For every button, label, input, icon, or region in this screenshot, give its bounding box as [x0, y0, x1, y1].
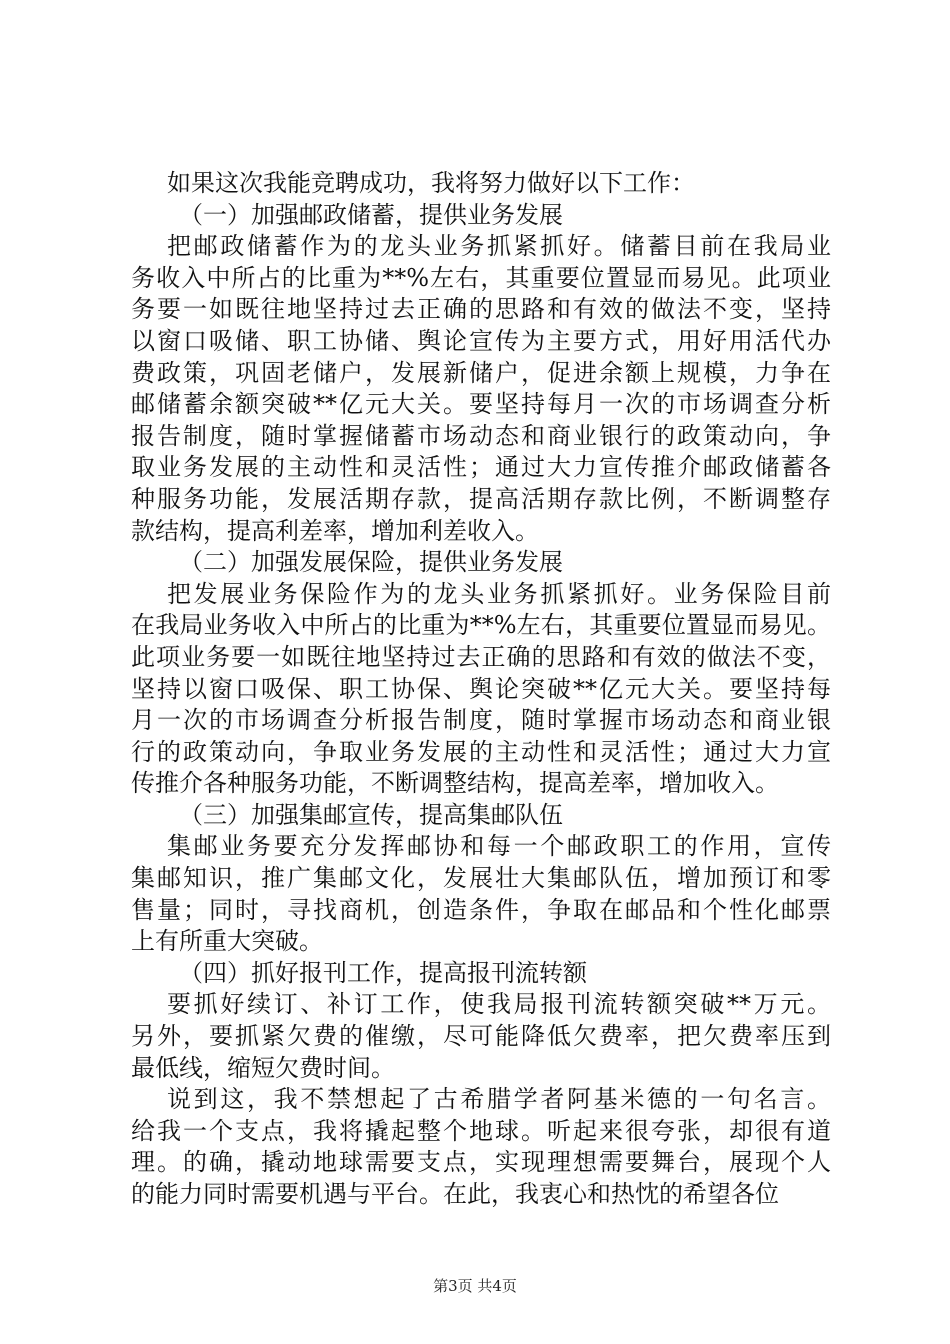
- text-line: 给我一个支点，我将撬起整个地球。听起来很夸张，却很有道: [131, 1116, 831, 1145]
- text-line: 坚持以窗口吸保、职工协保、舆论突破**亿元大关。要坚持每: [131, 674, 831, 703]
- section-heading: [131, 800, 831, 832]
- text-line: 说到这，我不禁想起了古希腊学者阿基米德的一句名言。: [167, 1085, 831, 1114]
- text-line: 月一次的市场调查分析报告制度，随时掌握市场动态和商业银: [131, 706, 831, 735]
- text-line: 的能力同时需要机遇与平台。在此，我衷心和热忱的希望各位: [131, 1180, 779, 1208]
- text-line: 把发展业务保险作为的龙头业务抓紧抓好。业务保险目前: [167, 579, 831, 608]
- text-line: 最低线，缩短欠费时间。: [131, 1053, 395, 1082]
- text-line: 邮储蓄余额突破**亿元大关。要坚持每月一次的市场调查分析: [131, 390, 831, 419]
- text-line: 把邮政储蓄作为的龙头业务抓紧抓好。储蓄目前在我局业: [167, 232, 831, 261]
- text-line: 取业务发展的主动性和灵活性；通过大力宣传推介邮政储蓄各: [131, 453, 831, 482]
- text-line: 务收入中所占的比重为**%左右，其重要位置显而易见。此项业: [131, 263, 831, 292]
- text-line: 售量；同时，寻找商机，创造条件，争取在邮品和个性化邮票: [131, 895, 831, 924]
- text-line: 上有所重大突破。: [131, 927, 323, 956]
- text-line: 款结构，提高利差率，增加利差收入。: [131, 516, 539, 545]
- body-paragraph: [131, 231, 831, 547]
- text-line: （四）抓好报刊工作，提高报刊流转额: [179, 958, 587, 987]
- text-line: 此项业务要一如既往地坚持过去正确的思路和有效的做法不变，: [131, 642, 831, 671]
- text-line: 务要一如既往地坚持过去正确的思路和有效的做法不变，坚持: [131, 295, 831, 324]
- text-line: 集邮知识，推广集邮文化，发展壮大集邮队伍，增加预订和零: [131, 864, 831, 893]
- text-line: 费政策，巩固老储户，发展新储户，促进余额上规模，力争在: [131, 358, 831, 387]
- text-line: （三）加强集邮宣传，提高集邮队伍: [179, 800, 563, 829]
- text-line: 如果这次我能竞聘成功，我将努力做好以下工作：: [167, 169, 695, 197]
- section-heading: [131, 200, 831, 232]
- document-body: [131, 168, 831, 1211]
- page-footer: 第3页 共4页: [433, 1277, 517, 1295]
- text-line: 传推介各种服务功能，不断调整结构，提高差率，增加收入。: [131, 769, 779, 798]
- body-paragraph: [131, 579, 831, 800]
- body-paragraph: [131, 1084, 831, 1210]
- text-line: 在我局业务收入中所占的比重为**%左右，其重要位置显而易见。: [131, 611, 831, 640]
- section-heading: [131, 958, 831, 990]
- text-line: 集邮业务要充分发挥邮协和每一个邮政职工的作用，宣传: [167, 832, 831, 861]
- text-line: （一）加强邮政储蓄，提供业务发展: [179, 200, 563, 229]
- text-line: 报告制度，随时掌握储蓄市场动态和商业银行的政策动向，争: [131, 421, 831, 450]
- body-paragraph: [131, 989, 831, 1084]
- text-line: 行的政策动向，争取业务发展的主动性和灵活性；通过大力宣: [131, 737, 831, 766]
- text-line: 另外，要抓紧欠费的催缴，尽可能降低欠费率，把欠费率压到: [131, 1022, 831, 1051]
- text-line: 种服务功能，发展活期存款，提高活期存款比例，不断调整存: [131, 484, 831, 513]
- text-line: 理。的确，撬动地球需要支点，实现理想需要舞台，展现个人: [131, 1148, 831, 1177]
- body-paragraph: [131, 831, 831, 957]
- text-line: 以窗口吸储、职工协储、舆论宣传为主要方式，用好用活代办: [131, 326, 831, 355]
- lead-paragraph: [131, 168, 831, 200]
- section-heading: [131, 547, 831, 579]
- text-line: 要抓好续订、补订工作，使我局报刊流转额突破**万元。: [167, 990, 831, 1019]
- text-line: （二）加强发展保险，提供业务发展: [179, 548, 563, 577]
